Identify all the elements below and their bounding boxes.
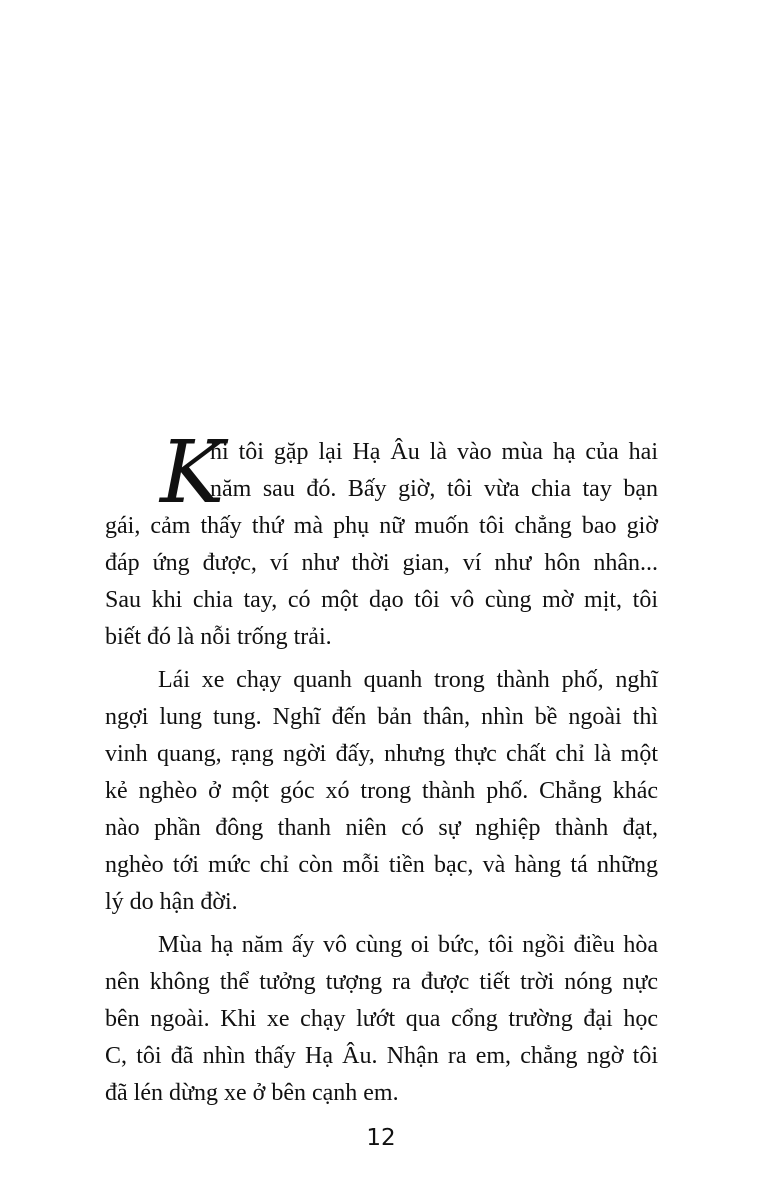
paragraph-1-line-5: Sau khi chia tay, có một dạo tôi vô cùng mờ mịt, tôi bbox=[105, 587, 658, 613]
paragraph-3-line-3: bên ngoài. Khi xe chạy lướt qua cổng trường đại học bbox=[105, 1006, 658, 1032]
paragraph-2-line-2: ngợi lung tung. Nghĩ đến bản thân, nhìn bề ngoài thì bbox=[105, 704, 658, 730]
paragraph-3-line-2: nên không thể tưởng tượng ra được tiết trời nóng nực bbox=[105, 969, 658, 995]
paragraph-1-line-6: biết đó là nỗi trống trải. bbox=[105, 624, 332, 650]
paragraph-3-line-4: C, tôi đã nhìn thấy Hạ Âu. Nhận ra em, chẳng ngờ tôi bbox=[105, 1043, 658, 1069]
paragraph-2-line-4: kẻ nghèo ở một góc xó trong thành phố. Chẳng khác bbox=[105, 778, 658, 804]
page-number: 12 bbox=[366, 1125, 396, 1151]
paragraph-2-line-1: Lái xe chạy quanh quanh trong thành phố, nghĩ bbox=[158, 667, 658, 693]
paragraph-2-line-6: nghèo tới mức chỉ còn mỗi tiền bạc, và hàng tá những bbox=[105, 852, 658, 878]
paragraph-1-line-3: gái, cảm thấy thứ mà phụ nữ muốn tôi chẳng bao giờ bbox=[105, 513, 658, 539]
paragraph-1-line-2: năm sau đó. Bấy giờ, tôi vừa chia tay bạn bbox=[210, 476, 658, 502]
paragraph-2-line-3: vinh quang, rạng ngời đấy, nhưng thực chất chỉ là một bbox=[105, 741, 658, 767]
paragraph-1-line-1: hi tôi gặp lại Hạ Âu là vào mùa hạ của hai bbox=[210, 439, 658, 465]
paragraph-3-line-5: đã lén dừng xe ở bên cạnh em. bbox=[105, 1080, 399, 1106]
paragraph-2-line-7: lý do hận đời. bbox=[105, 889, 238, 915]
paragraph-2-line-5: nào phần đông thanh niên có sự nghiệp thành đạt, bbox=[105, 815, 658, 841]
drop-cap-letter: K bbox=[160, 423, 223, 523]
paragraph-1-line-4: đáp ứng được, ví như thời gian, ví như hôn nhân... bbox=[105, 550, 658, 576]
paragraph-3-line-1: Mùa hạ năm ấy vô cùng oi bức, tôi ngồi điều hòa bbox=[158, 932, 658, 958]
